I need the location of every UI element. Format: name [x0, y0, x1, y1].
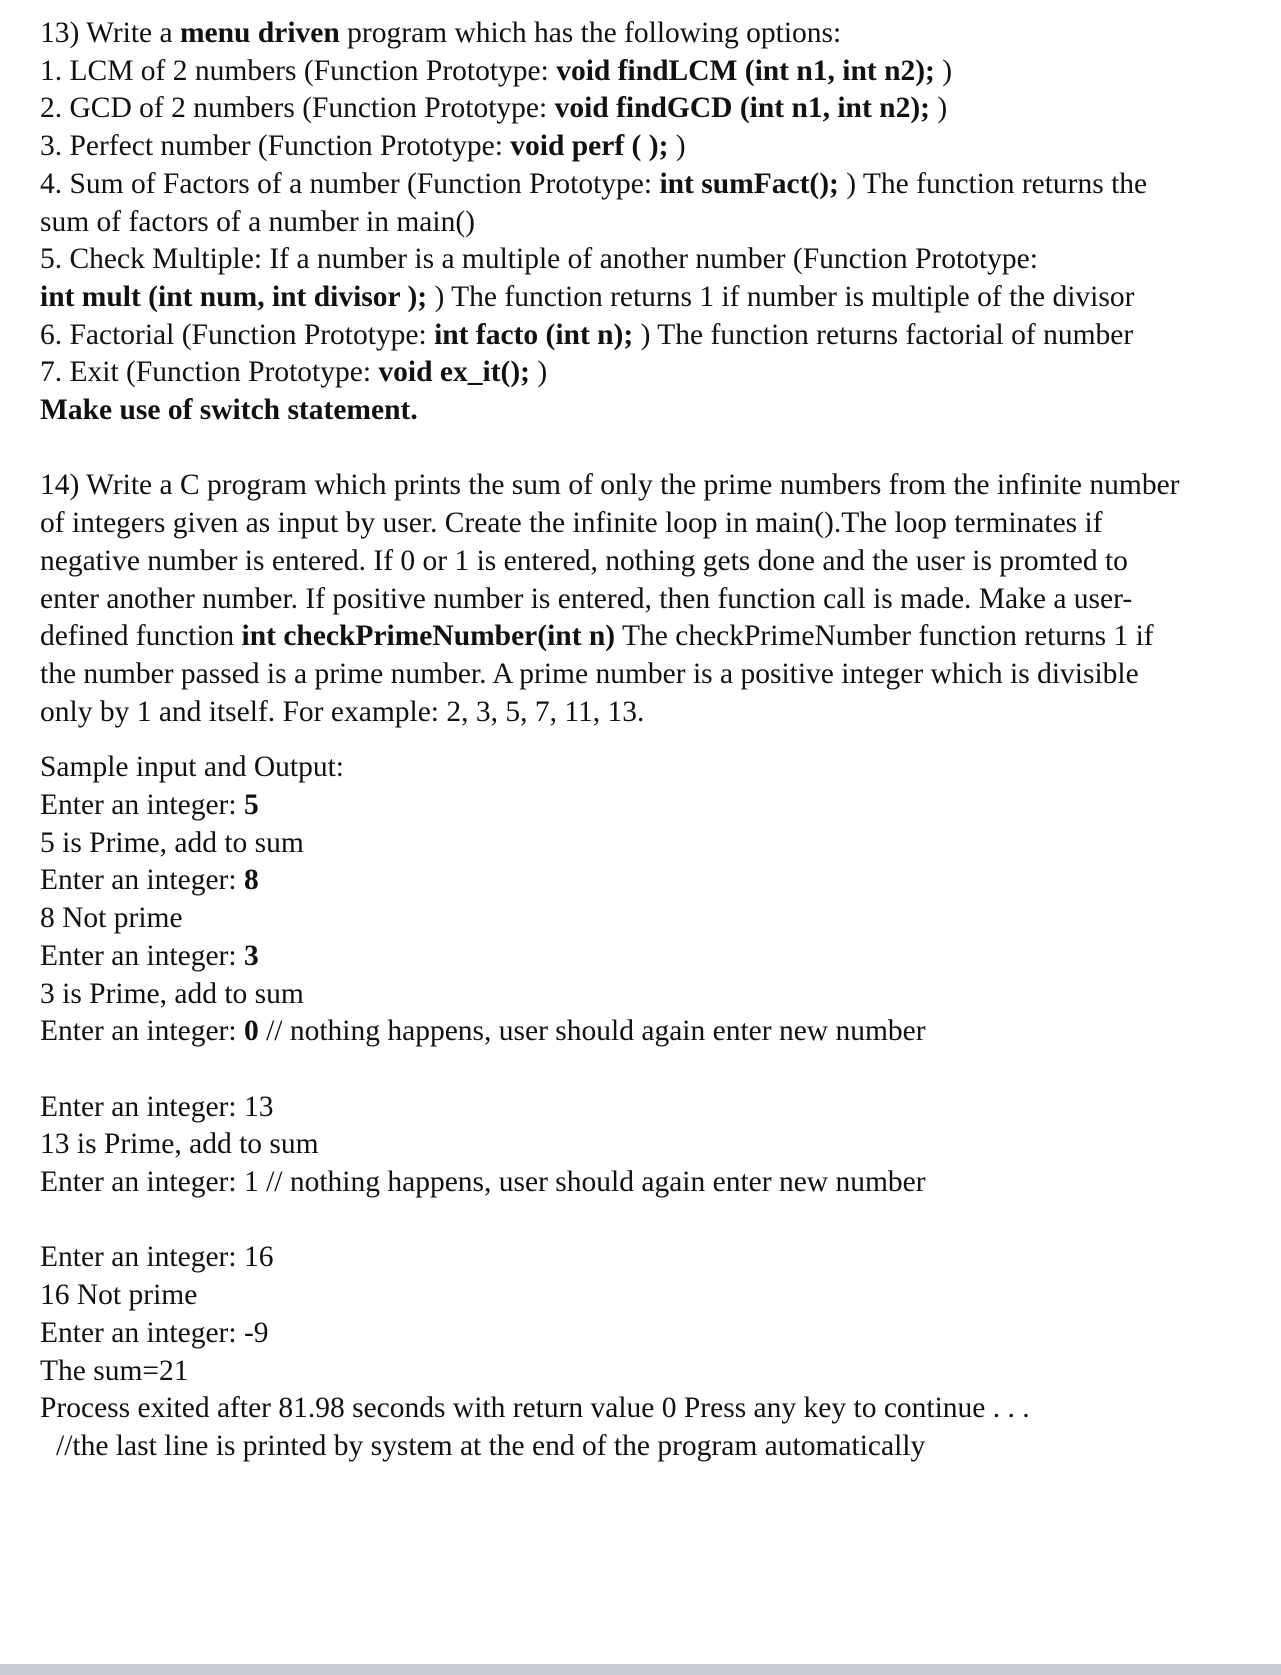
text: 1. LCM of 2 numbers (Function Prototype:	[40, 54, 557, 87]
q13-item-2	[40, 90, 1260, 128]
bold-text: void findGCD (int n1, int n2);	[554, 92, 930, 125]
bold-text: int mult (int num, int divisor );	[40, 280, 428, 313]
q13-item-3	[40, 128, 1260, 166]
document-body	[40, 15, 1260, 1466]
text: ) The function returns the	[838, 167, 1148, 200]
text: 3. Perfect number (Function Prototype:	[40, 130, 511, 163]
bold-text: int checkPrimeNumber(int n)	[241, 620, 616, 653]
prompt-text: Enter an integer:	[40, 864, 244, 897]
sample-output-3: 3 is Prime, add to sum	[40, 977, 304, 1010]
q13-note	[40, 392, 1260, 430]
sample-output-16: 16 Not prime	[40, 1279, 198, 1312]
bold-text: void perf ( );	[510, 130, 669, 163]
sample-output-1: 5 is Prime, add to sum	[40, 826, 304, 859]
q14-line-1: 14) Write a C program which prints the sum of only the prime numbers from the infinite number	[40, 469, 1180, 502]
q13-item-7	[40, 354, 1260, 392]
prompt-text: Enter an integer:	[40, 939, 244, 972]
sample-heading: Sample input and Output:	[40, 751, 344, 784]
text: )	[668, 130, 686, 163]
input-value: 8	[243, 864, 259, 897]
sample-process-exit: Process exited after 81.98 seconds with return value 0 Press any key to continue . . .	[40, 1392, 1030, 1425]
sample-input-13: Enter an integer: 13	[40, 1090, 274, 1123]
bold-text: void ex_it();	[378, 356, 530, 389]
q13-item-5-cont	[40, 279, 1260, 317]
bold-text: menu driven	[179, 17, 340, 49]
input-value: 0	[243, 1015, 259, 1048]
q14-line-6: the number passed is a prime number. A prime number is a positive integer which is divisible	[40, 657, 1139, 690]
text: )	[929, 92, 948, 125]
bottom-bar	[0, 1664, 1281, 1675]
prompt-text: Enter an integer:	[40, 1015, 244, 1048]
q14-line-5	[40, 618, 1260, 656]
sample-output-2: 8 Not prime	[40, 902, 183, 935]
sample-input-2	[40, 862, 1260, 900]
q13-item-4-cont: sum of factors of a number in main()	[40, 205, 475, 238]
sample-input-3	[40, 938, 1260, 976]
q14-line-3: negative number is entered. If 0 or 1 is entered, nothing gets done and the user is promted to	[40, 544, 1128, 577]
q13-item-6	[40, 317, 1260, 355]
sample-last-note: //the last line is printed by system at the end of the program automatically	[56, 1429, 926, 1462]
text: )	[934, 54, 953, 87]
text: 4. Sum of Factors of a number (Function Prototype:	[40, 167, 660, 200]
q14-line-7: only by 1 and itself. For example: 2, 3, 5, 7, 11, 13.	[40, 695, 645, 728]
sample-input-4	[40, 1013, 1260, 1051]
text: ) The function returns 1 if number is multiple of the divisor	[427, 280, 1135, 313]
bold-text: Make use of switch statement.	[40, 394, 418, 427]
text: ) The function returns factorial of number	[633, 318, 1134, 351]
text: 13) Write a	[40, 17, 180, 49]
sample-sum: The sum=21	[40, 1354, 189, 1387]
comment-text: // nothing happens, user should again enter new number	[258, 1015, 926, 1048]
sample-input-neg9: Enter an integer: -9	[40, 1316, 269, 1349]
sample-input-16: Enter an integer: 16	[40, 1241, 274, 1274]
text: The checkPrimeNumber function returns 1 if	[615, 620, 1154, 653]
bold-text: int facto (int n);	[434, 318, 634, 351]
prompt-text: Enter an integer:	[40, 789, 244, 822]
text: program which has the following options:	[339, 17, 842, 49]
text: 7. Exit (Function Prototype:	[40, 356, 379, 389]
spacer	[40, 1051, 1260, 1089]
input-value: 3	[243, 939, 259, 972]
q13-item-1	[40, 53, 1260, 91]
q13-item-5: 5. Check Multiple: If a number is a multiple of another number (Function Prototype:	[40, 243, 1038, 276]
q13-intro	[40, 15, 1260, 53]
input-value: 5	[243, 789, 259, 822]
spacer	[40, 1202, 1260, 1240]
bold-text: void findLCM (int n1, int n2);	[556, 54, 935, 87]
text: )	[529, 356, 548, 389]
q13-item-4	[40, 166, 1260, 204]
text: defined function	[40, 620, 242, 653]
spacer	[40, 430, 1260, 468]
spacer	[40, 731, 1260, 749]
bold-text: int sumFact();	[659, 167, 839, 200]
q14-line-4: enter another number. If positive number is entered, then function call is made. Make a user-	[40, 582, 1133, 615]
sample-output-13: 13 is Prime, add to sum	[40, 1128, 319, 1161]
q14-line-2: of integers given as input by user. Create the infinite loop in main().The loop terminates if	[40, 507, 1103, 540]
sample-input-1-value: Enter an integer: 1 // nothing happens, user should again enter new number	[40, 1166, 926, 1199]
text: 6. Factorial (Function Prototype:	[40, 318, 435, 351]
sample-input-1	[40, 787, 1260, 825]
text: 2. GCD of 2 numbers (Function Prototype:	[40, 92, 555, 125]
